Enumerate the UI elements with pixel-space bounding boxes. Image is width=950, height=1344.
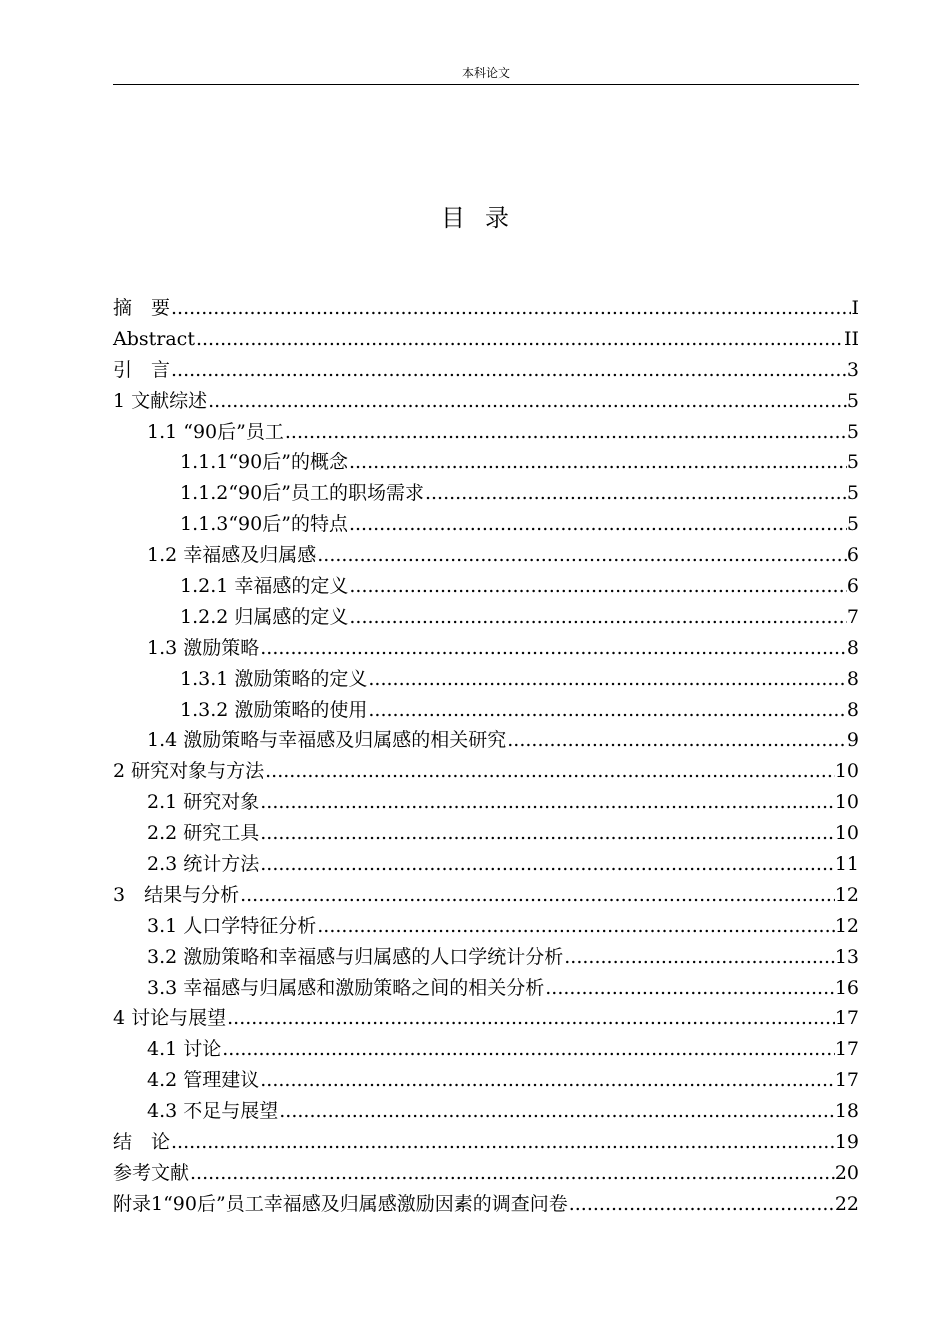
- toc-entry-page: 5: [846, 389, 859, 412]
- toc-entry[interactable]: [113, 787, 859, 818]
- toc-entry-label: 1.2 幸福感及归属感: [147, 544, 317, 567]
- header-text: 本科论文: [461, 66, 510, 80]
- toc-entry-page: 8: [846, 698, 859, 721]
- toc-entry[interactable]: [113, 1158, 859, 1189]
- toc-entry[interactable]: [113, 602, 859, 633]
- toc-entry[interactable]: [113, 571, 859, 602]
- toc-entry-label: 3 结果与分析: [113, 883, 240, 906]
- toc-entry-label: 1 文献综述: [113, 389, 208, 412]
- toc-entry[interactable]: [113, 1003, 859, 1034]
- toc-leader-dots: [207, 386, 847, 417]
- toc-leader-dots: [284, 417, 847, 448]
- toc-entry[interactable]: [113, 293, 859, 324]
- toc-leader-dots: [424, 478, 847, 509]
- toc-entry[interactable]: [113, 1127, 859, 1158]
- toc-entry-label: 2.2 研究工具: [147, 822, 260, 845]
- toc-entry-label: 1.1.3“90后”的特点: [180, 513, 348, 536]
- toc-entry-page: 5: [846, 420, 859, 443]
- toc-entry-page: 17: [834, 1038, 859, 1061]
- toc-leader-dots: [170, 1127, 835, 1158]
- toc-entry-page: 6: [846, 544, 859, 567]
- toc-leader-dots: [563, 942, 835, 973]
- toc-entry-page: 16: [834, 976, 859, 999]
- toc-leader-dots: [348, 509, 847, 540]
- toc-entry-page: 6: [846, 575, 859, 598]
- toc-leader-dots: [278, 1096, 835, 1127]
- toc-leader-dots: [259, 787, 835, 818]
- toc-entry-label: 1.1.1“90后”的概念: [180, 451, 348, 474]
- toc-entry-label: 摘 要: [113, 297, 171, 319]
- toc-leader-dots: [259, 818, 835, 849]
- toc-entry-page: 20: [834, 1161, 859, 1184]
- toc-entry-page: 17: [834, 1069, 859, 1092]
- toc-leader-dots: [348, 447, 847, 478]
- toc-entry-label: 4.1 讨论: [147, 1038, 222, 1061]
- toc-entry[interactable]: [113, 355, 859, 386]
- toc-entry-label: 3.2 激励策略和幸福感与归属感的人口学统计分析: [147, 945, 564, 968]
- toc-leader-dots: [544, 973, 835, 1004]
- toc-entry-page: 9: [846, 729, 859, 752]
- toc-entry[interactable]: [113, 386, 859, 417]
- toc-entry-page: 10: [834, 760, 859, 783]
- toc-entry-page: 8: [846, 667, 859, 690]
- toc-leader-dots: [195, 324, 844, 355]
- toc-leader-dots: [221, 1034, 835, 1065]
- toc-leader-dots: [568, 1189, 835, 1220]
- toc-entry-page: 5: [846, 451, 859, 474]
- toc-entry-page: 8: [846, 636, 859, 659]
- toc-entry[interactable]: [113, 1189, 859, 1220]
- toc-entry-label: 附录1“90后”员工幸福感及归属感激励因素的调查问卷: [113, 1192, 568, 1215]
- toc-entry[interactable]: [113, 447, 859, 478]
- toc-entry-page: 12: [834, 883, 859, 906]
- toc-entry[interactable]: [113, 478, 859, 509]
- toc-entry[interactable]: [113, 417, 859, 448]
- toc-entry-label: 4 讨论与展望: [113, 1007, 227, 1030]
- toc-entry-label: 引 言: [113, 358, 171, 381]
- toc-entry[interactable]: [113, 1034, 859, 1065]
- toc-entry-label: 1.2.1 幸福感的定义: [180, 575, 349, 598]
- toc-entry-page: 3: [846, 358, 859, 381]
- toc-entry[interactable]: [113, 756, 859, 787]
- toc-entry-page: 10: [834, 791, 859, 814]
- toc-entry-label: 1.1.2“90后”员工的职场需求: [180, 482, 424, 505]
- toc-entry-page: 12: [834, 914, 859, 937]
- toc-entry-label: 3.1 人口学特征分析: [147, 914, 317, 937]
- toc-entry-page: 22: [834, 1192, 859, 1215]
- toc-entry-page: II: [843, 327, 859, 350]
- toc-entry-page: 17: [834, 1007, 859, 1030]
- table-of-contents: [113, 293, 859, 1220]
- toc-entry-label: 1.3.1 激励策略的定义: [180, 667, 368, 690]
- toc-entry[interactable]: [113, 1096, 859, 1127]
- toc-entry-page: 11: [834, 853, 859, 876]
- toc-entry-page: 10: [834, 822, 859, 845]
- toc-entry[interactable]: [113, 664, 859, 695]
- toc-leader-dots: [316, 911, 835, 942]
- toc-leader-dots: [348, 602, 847, 633]
- toc-entry-page: 13: [834, 945, 859, 968]
- toc-entry-page: 18: [834, 1100, 859, 1123]
- toc-entry-label: 3.3 幸福感与归属感和激励策略之间的相关分析: [147, 976, 545, 999]
- toc-leader-dots: [367, 695, 847, 726]
- toc-leader-dots: [367, 664, 847, 695]
- toc-leader-dots: [170, 355, 847, 386]
- toc-leader-dots: [239, 880, 835, 911]
- toc-leader-dots: [506, 725, 847, 756]
- toc-leader-dots: [226, 1003, 835, 1034]
- toc-entry-label: 结 论: [113, 1131, 171, 1154]
- toc-leader-dots: [170, 293, 851, 324]
- toc-entry[interactable]: [113, 695, 859, 726]
- toc-leader-dots: [259, 849, 835, 880]
- page-header: [113, 64, 859, 85]
- toc-entry-label: 1.3.2 激励策略的使用: [180, 698, 368, 721]
- toc-entry-label: 2 研究对象与方法: [113, 760, 265, 783]
- toc-entry[interactable]: [113, 818, 859, 849]
- toc-leader-dots: [259, 633, 847, 664]
- toc-entry[interactable]: [113, 633, 859, 664]
- toc-entry-label: 4.2 管理建议: [147, 1069, 260, 1092]
- toc-entry-label: 1.4 激励策略与幸福感及归属感的相关研究: [147, 729, 507, 752]
- toc-entry-label: 1.2.2 归属感的定义: [180, 605, 349, 628]
- toc-entry-page: 5: [846, 513, 859, 536]
- toc-entry[interactable]: [113, 1065, 859, 1096]
- toc-entry-label: 1.1 “90后”员工: [147, 420, 284, 443]
- toc-entry[interactable]: [113, 973, 859, 1004]
- toc-entry[interactable]: [113, 725, 859, 756]
- toc-leader-dots: [189, 1158, 835, 1189]
- toc-entry-label: 2.3 统计方法: [147, 853, 260, 876]
- toc-entry-label: 参考文献: [113, 1161, 190, 1184]
- toc-entry[interactable]: [113, 324, 859, 355]
- toc-entry[interactable]: [113, 849, 859, 880]
- toc-leader-dots: [316, 540, 847, 571]
- page-title: 目录: [441, 204, 529, 232]
- toc-leader-dots: [264, 756, 835, 787]
- toc-entry[interactable]: [113, 942, 859, 973]
- toc-entry[interactable]: [113, 911, 859, 942]
- toc-leader-dots: [348, 571, 847, 602]
- toc-entry[interactable]: [113, 509, 859, 540]
- toc-entry[interactable]: [113, 880, 859, 911]
- toc-leader-dots: [259, 1065, 835, 1096]
- toc-entry-label: 1.3 激励策略: [147, 636, 260, 659]
- toc-entry-label: Abstract: [113, 327, 195, 350]
- toc-entry-page: 19: [834, 1131, 859, 1154]
- toc-entry[interactable]: [113, 540, 859, 571]
- toc-entry-page: 5: [846, 482, 859, 505]
- toc-entry-label: 4.3 不足与展望: [147, 1100, 279, 1123]
- toc-entry-label: 2.1 研究对象: [147, 791, 260, 814]
- toc-entry-page: 7: [846, 605, 859, 628]
- toc-entry-page: I: [851, 297, 859, 319]
